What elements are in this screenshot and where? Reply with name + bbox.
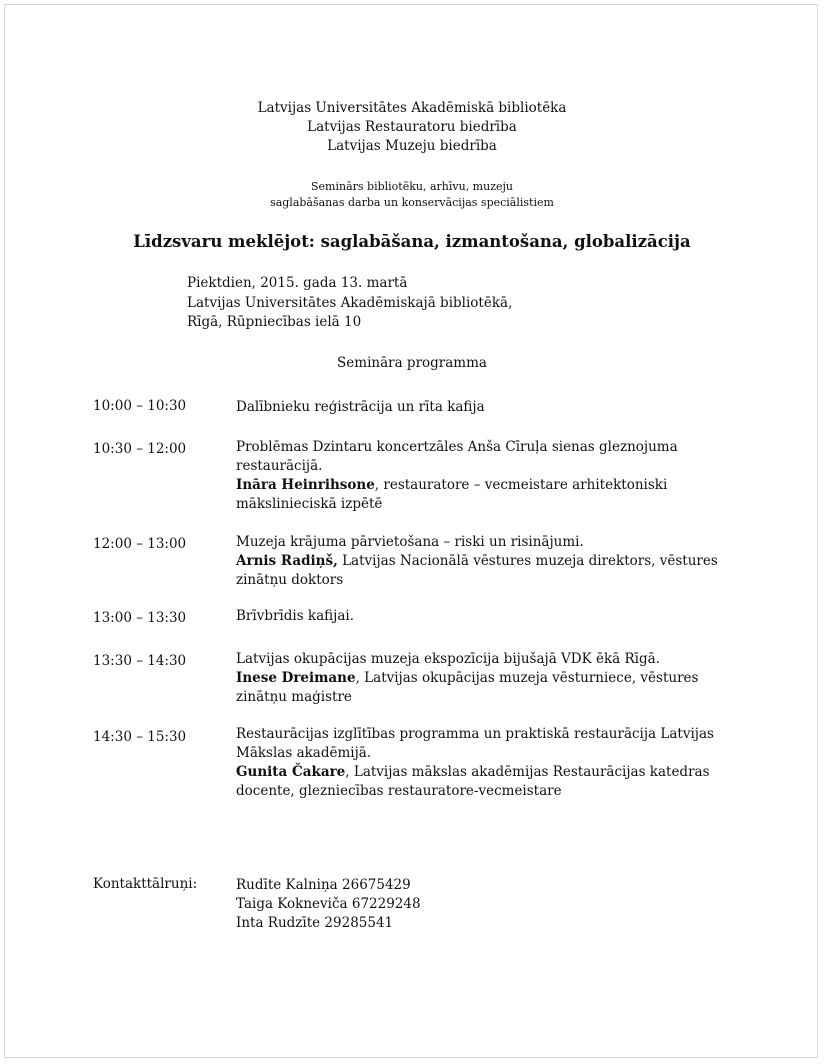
speaker-role-cont: mākslinieciskā izpētē [236,496,383,512]
speaker-line [236,763,726,782]
seminar-subtitle-line-1: Seminārs bibliotēku, arhīvu, muzeju [311,180,513,193]
speaker-role-cont: docente, glezniecības restauratore-vecmeistare [236,783,562,799]
speaker-line [236,669,726,688]
program-line: Restaurācijas izglītības programma un praktiskā restaurācija Latvijas [236,726,714,742]
contacts-list [236,876,726,933]
organizer-2: Latvijas Restauratoru biedrība [307,119,517,135]
program-item [236,438,726,514]
program-line: Muzeja krājuma pārvietošana – riski un risinājumi. [236,534,584,550]
program-line: Brīvbrīdis kafijai. [236,608,354,624]
speaker-role: Latvijas Nacionālā vēstures muzeja direktors, vēstures [337,553,718,569]
venue-line-1: Latvijas Universitātes Akadēmiskajā bibliotēkā, [187,295,513,311]
program-line: restaurācijā. [236,458,323,474]
program-item [236,607,726,626]
program-time: 13:30 – 14:30 [93,653,187,669]
speaker-role: , restauratore – vecmeistare arhitektoniski [374,477,668,493]
speaker-name: Ināra Heinrihsone [236,477,375,493]
program-line: Dalībnieku reģistrācija un rīta kafija [236,399,485,415]
program-line: Latvijas okupācijas muzeja ekspozīcija bijušajā VDK ēkā Rīgā. [236,651,660,667]
contacts-label: Kontakttālruņi: [93,876,198,892]
speaker-role-cont: zinātņu doktors [236,572,344,588]
program-line: Mākslas akadēmijā. [236,745,372,761]
seminar-subtitle-line-2: saglabāšanas darba un konservācijas speciālistiem [270,196,554,209]
speaker-role: , Latvijas mākslas akadēmijas Restaurācijas katedras [345,764,710,780]
speaker-name: Inese Dreimane [236,670,356,686]
program-heading: Semināra programma [337,355,487,371]
program-time: 13:00 – 13:30 [93,610,187,626]
venue-line-2: Rīgā, Rūpniecības ielā 10 [187,314,362,330]
contact-entry: Rudīte Kalniņa 26675429 [236,877,411,893]
contact-entry: Inta Rudzīte 29285541 [236,915,394,931]
program-time: 12:00 – 13:00 [93,536,187,552]
program-item [236,725,726,801]
program-time: 10:30 – 12:00 [93,441,187,457]
speaker-line [236,552,726,571]
program-time: 14:30 – 15:30 [93,729,187,745]
speaker-name: Gunita Čakare [236,764,346,780]
speaker-name: Arnis Radiņš, [236,553,338,569]
program-time: 10:00 – 10:30 [93,398,187,414]
contact-entry: Taiga Kokneviča 67229248 [236,896,421,912]
program-line: Problēmas Dzintaru koncertzāles Anša Cīruļa sienas gleznojuma [236,439,678,455]
seminar-title: Līdzsvaru meklējot: saglabāšana, izmantošana, globalizācija [133,232,691,251]
program-item [236,650,726,707]
speaker-role: , Latvijas okupācijas muzeja vēsturniece, vēstures [355,670,699,686]
speaker-role-cont: zinātņu maģistre [236,689,352,705]
organizer-1: Latvijas Universitātes Akadēmiskā bibliotēka [257,100,567,116]
date-line: Piektdien, 2015. gada 13. martā [187,275,408,291]
program-item [236,398,726,417]
program-item [236,533,726,590]
speaker-line [236,476,726,495]
organizer-3: Latvijas Muzeju biedrība [327,138,497,154]
